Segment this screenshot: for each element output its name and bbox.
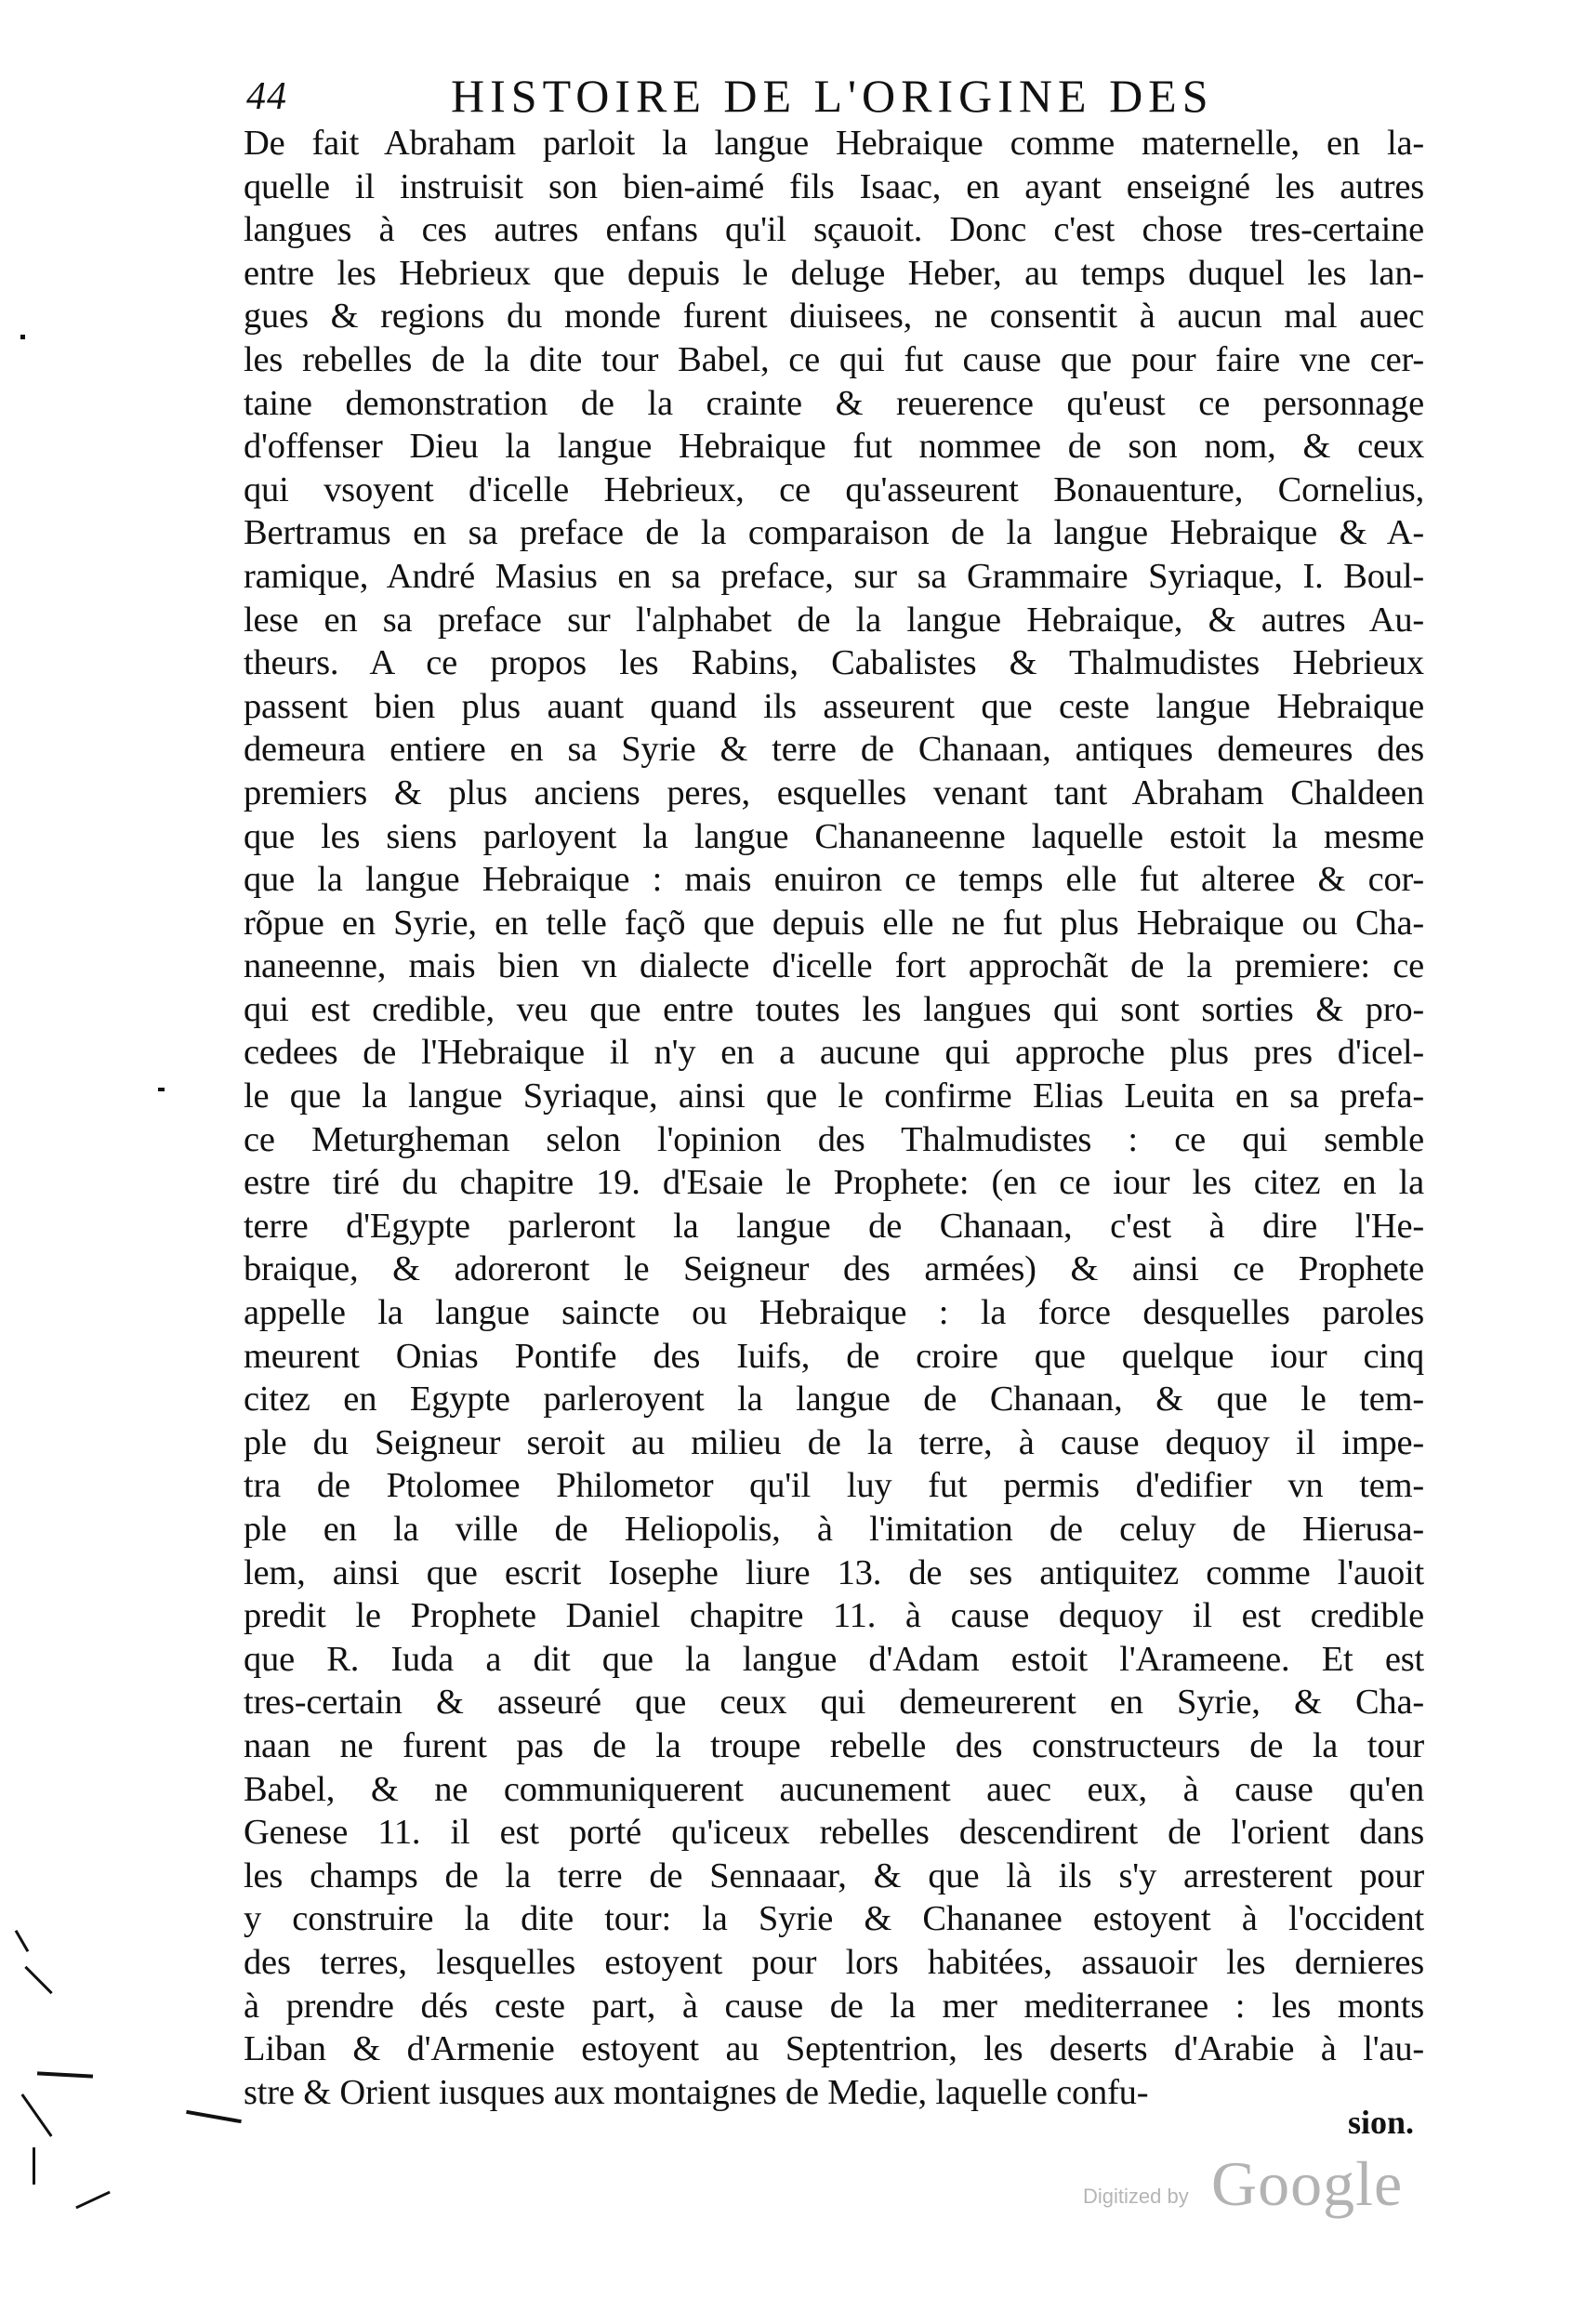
margin-mark (20, 335, 25, 339)
text-line: naan ne furent pas de la troupe rebelle des constructeurs de la tour (244, 1725, 1424, 1765)
text-line: terre d'Egypte parleront la langue de Chanaan, c'est à dire l'He- (244, 1206, 1424, 1246)
margin-mark (33, 2147, 35, 2185)
text-line: ple en la ville de Heliopolis, à l'imitation de celuy de Hierusa- (244, 1510, 1424, 1549)
margin-mark (158, 1088, 165, 1091)
text-line: des terres, lesquelles estoyent pour lors habitées, assauoir les dernieres (244, 1942, 1424, 1982)
catchword: sion. (1348, 2104, 1415, 2141)
text-line: naneenne, mais bien vn dialecte d'icelle fort approchãt de la premiere: ce (244, 946, 1424, 986)
text-line: braique, & adoreront le Seigneur des armées) & ainsi ce Prophete (244, 1249, 1424, 1289)
text-line: passent bien plus auant quand ils asseurent que ceste langue Hebraique (244, 686, 1424, 726)
text-line: ce Meturgheman selon l'opinion des Thalmudistes : ce qui semble (244, 1119, 1424, 1159)
text-line: Genese 11. il est porté qu'iceux rebelles descendirent de l'orient dans (244, 1813, 1424, 1853)
text-line: que R. Iuda a dit que la langue d'Adam estoit l'Arameene. Et est (244, 1639, 1424, 1679)
page-header (246, 65, 1455, 121)
text-line: ple du Seigneur seroit au milieu de la terre, à cause dequoy il impe- (244, 1422, 1424, 1462)
text-line: De fait Abraham parloit la langue Hebraique comme maternelle, en la- (244, 124, 1424, 163)
text-line: le que la langue Syriaque, ainsi que le confirme Elias Leuita en sa prefa- (244, 1076, 1424, 1116)
digitized-by-label: Digitized by (1083, 2185, 1189, 2208)
google-watermark (1083, 2147, 1427, 2222)
text-line: d'offenser Dieu la langue Hebraique fut nommee de son nom, & ceux (244, 427, 1424, 467)
text-line: Liban & d'Armenie estoyent au Septentrion, les deserts d'Arabie à l'au- (244, 2029, 1424, 2069)
running-title: HISTOIRE DE L'ORIGINE DES (451, 70, 1214, 122)
text-line: Bertramus en sa preface de la comparaison de la langue Hebraique & A- (244, 513, 1424, 553)
text-line: rõpue en Syrie, en telle façõ que depuis elle ne fut plus Hebraique ou Cha- (244, 903, 1424, 943)
text-line: cedees de l'Hebraique il n'y en a aucune qui approche plus pres d'icel- (244, 1033, 1424, 1073)
text-line: qui vsoyent d'icelle Hebrieux, ce qu'asseurent Bonauenture, Cornelius, (244, 469, 1424, 509)
text-line: tra de Ptolomee Philometor qu'il luy fut permis d'edifier vn tem- (244, 1466, 1424, 1506)
text-line: demeura entiere en sa Syrie & terre de Chanaan, antiques demeures des (244, 730, 1424, 770)
text-line: les rebelles de la dite tour Babel, ce qui fut cause que pour faire vne cer- (244, 339, 1424, 379)
text-line: taine demonstration de la crainte & reuerence qu'eust ce personnage (244, 383, 1424, 423)
text-line: que les siens parloyent la langue Chananeenne laquelle estoit la mesme (244, 816, 1424, 856)
text-line: quelle il instruisit son bien-aimé fils Isaac, en ayant enseigné les autres (244, 166, 1424, 206)
margin-mark (37, 2071, 93, 2078)
margin-mark (15, 1930, 30, 1952)
page-number: 44 (246, 75, 287, 118)
margin-mark (75, 2191, 111, 2210)
text-line: predit le Prophete Daniel chapitre 11. à cause dequoy il est credible (244, 1596, 1424, 1636)
text-line: qui est credible, veu que entre toutes les langues qui sont sorties & pro- (244, 989, 1424, 1029)
text-line: premiers & plus anciens peres, esquelles venant tant Abraham Chaldeen (244, 772, 1424, 812)
text-line: theurs. A ce propos les Rabins, Cabalistes & Thalmudistes Hebrieux (244, 643, 1424, 683)
text-line: langues à ces autres enfans qu'il sçauoit. Donc c'est chose tres-certaine (244, 210, 1424, 250)
text-line: stre & Orient iusques aux montaignes de Medie, laquelle confu- (244, 2072, 1149, 2112)
text-line: citez en Egypte parleroyent la langue de Chanaan, & que le tem- (244, 1380, 1424, 1419)
google-logo: Google (1211, 2148, 1404, 2219)
text-line: les champs de la terre de Sennaaar, & que là ils s'y arresterent pour (244, 1855, 1424, 1895)
text-line: entre les Hebrieux que depuis le deluge Heber, au temps duquel les lan- (244, 253, 1424, 293)
body-text (244, 122, 1424, 2114)
text-line: Babel, & ne communiquerent aucunement auec eux, à cause qu'en (244, 1769, 1424, 1809)
text-line: appelle la langue saincte ou Hebraique : la force desquelles paroles (244, 1293, 1424, 1333)
text-line: lese en sa preface sur l'alphabet de la langue Hebraique, & autres Au- (244, 600, 1424, 640)
text-line: tres-certain & asseuré que ceux qui demeurerent en Syrie, & Cha- (244, 1683, 1424, 1723)
text-line: meurent Onias Pontife des Iuifs, de croire que quelque iour cinq (244, 1336, 1424, 1376)
margin-mark (24, 1966, 52, 1994)
text-line: estre tiré du chapitre 19. d'Esaie le Prophete: (en ce iour les citez en la (244, 1163, 1424, 1203)
margin-mark (20, 2093, 52, 2137)
text-line: ramique, André Masius en sa preface, sur sa Grammaire Syriaque, I. Boul- (244, 556, 1424, 596)
text-line: y construire la dite tour: la Syrie & Chananee estoyent à l'occident (244, 1899, 1424, 1939)
text-line: gues & regions du monde furent diuisees, ne consentit à aucun mal auec (244, 297, 1424, 337)
text-line: lem, ainsi que escrit Iosephe liure 13. de ses antiquitez comme l'auoit (244, 1552, 1424, 1592)
text-line: que la langue Hebraique : mais enuiron ce temps elle fut alteree & cor- (244, 860, 1424, 900)
margin-mark (186, 2110, 242, 2123)
text-line: à prendre dés ceste part, à cause de la mer mediterranee : les monts (244, 1986, 1424, 2026)
